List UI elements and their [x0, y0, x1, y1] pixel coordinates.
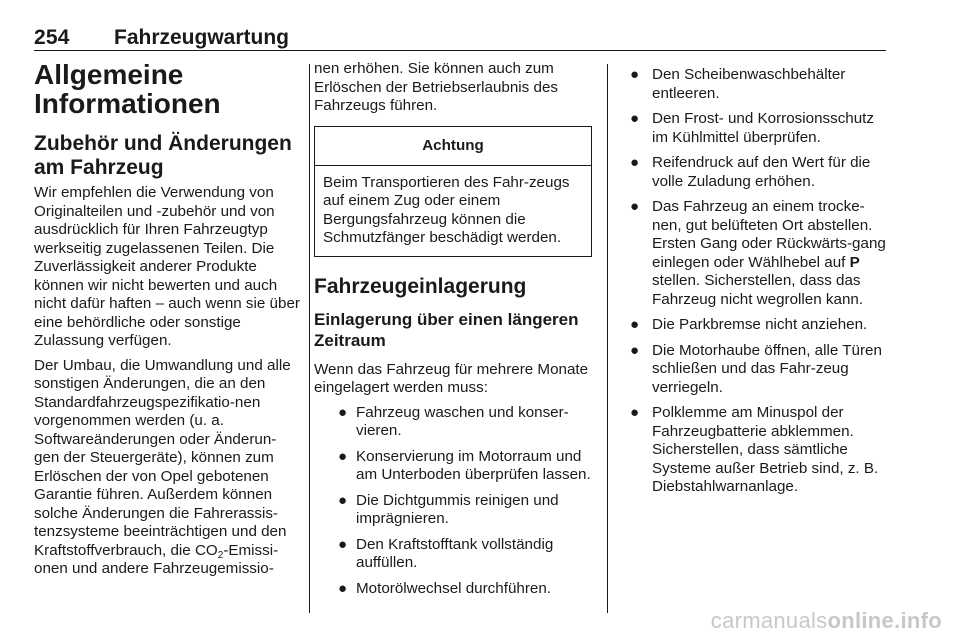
section-heading-storage: Fahrzeugeinlagerung: [314, 274, 527, 298]
subheading-long-storage: [314, 309, 592, 351]
list-item: [314, 536, 592, 573]
caution-text: Beim Transportieren des Fahr-zeugs auf einem Zug oder einem Bergungsfahrzeug können die Schmutzfänger beschädigt werden.: [323, 173, 570, 246]
caution-title: Achtung: [315, 127, 591, 166]
paragraph-modifications: [34, 357, 300, 579]
list-item: [620, 342, 888, 398]
page-header: [34, 26, 886, 52]
subheading-line-1: Zubehör und Änderungen: [34, 132, 292, 155]
subsection-line-2: Zeitraum: [314, 330, 386, 350]
text-run: Das Fahrzeug an einem trocke-nen, gut belüfteten Ort abstellen. Ersten Gang oder Rückwärts-gang einlegen oder Wählhebel auf: [652, 198, 886, 271]
caution-text-box: [315, 166, 591, 256]
column-divider-left: [309, 64, 310, 613]
list-item-text: Reifendruck auf den Wert für die volle Zuladung erhöhen.: [652, 154, 871, 190]
heading-line-1: Allgemeine: [34, 59, 184, 90]
list-item-text: Polklemme am Minuspol der Fahrzeugbatterie abklemmen. Sicherstellen, dass sämtliche Systeme außer Betrieb sind, z. B. Diebstahlwarnanlage.: [652, 404, 879, 495]
caution-box: [314, 126, 592, 257]
list-item-text: Konservierung im Motorraum und am Unterboden überprüfen lassen.: [356, 447, 591, 483]
bullet-icon: ●: [630, 341, 640, 359]
bullet-icon: ●: [338, 535, 348, 553]
bullet-icon: ●: [338, 403, 348, 421]
list-item: [620, 66, 888, 103]
section-heading-general: [34, 60, 300, 118]
list-item: [620, 404, 888, 497]
heading-line-2: Informationen: [34, 88, 221, 119]
list-item-text: Den Frost- und Korrosionsschutz im Kühlmittel überprüfen.: [652, 110, 874, 146]
storage-list-1: [314, 404, 592, 599]
subheading-accessories: [34, 132, 300, 180]
bullet-icon: ●: [630, 404, 640, 421]
list-item: [620, 110, 888, 147]
column-divider-right: [607, 64, 608, 613]
bullet-icon: ●: [630, 316, 640, 333]
list-item: [620, 154, 888, 191]
storage-intro: Wenn das Fahrzeug für mehrere Monate eingelagert werden muss:: [314, 360, 589, 396]
list-item: [314, 580, 592, 599]
page-number: 254: [34, 26, 70, 49]
column-2: [314, 60, 592, 598]
bullet-icon: ●: [338, 491, 348, 509]
list-item: [314, 448, 592, 485]
watermark-text-bold: online.info: [827, 608, 942, 633]
bullet-icon: ●: [630, 110, 640, 127]
list-item-text: Die Motorhaube öffnen, alle Türen schließen und das Fahr-zeug verriegeln.: [652, 341, 882, 396]
list-item-text: Die Parkbremse nicht anziehen.: [652, 316, 868, 333]
column-1: [34, 60, 300, 579]
subscript: 2: [217, 549, 224, 561]
bullet-icon: ●: [338, 579, 348, 597]
bullet-icon: ●: [630, 198, 640, 215]
subsection-line-1: Einlagerung über einen längeren: [314, 309, 579, 329]
list-item-text: Den Kraftstofftank vollständig auffüllen.: [356, 535, 554, 571]
paragraph-accessories: Wir empfehlen die Verwendung von Originalteilen und -zubehör und von ausdrücklich für Ihren Fahrzeugtyp werkseitig zugelassenen Teilen. Die Zuverlässigkeit anderer Produkte können wir nicht bewerten und auch nicht dafür haften – auch wenn sie über eine behördliche oder sonstige Zulassung verfügen.: [34, 184, 300, 349]
list-item: [314, 404, 592, 441]
list-item: [620, 316, 888, 335]
chapter-title: Fahrzeugwartung: [114, 26, 290, 49]
header-rule: [34, 50, 886, 51]
list-item: [620, 198, 888, 309]
list-item: [314, 492, 592, 529]
watermark: [711, 608, 942, 634]
paragraph-continued: nen erhöhen. Sie können auch zum Erlöschen der Betriebserlaubnis des Fahrzeugs führen.: [314, 60, 558, 114]
text-run: -Emissi-onen und andere Fahrzeugemissio-: [34, 541, 279, 577]
list-item-text: Die Dichtgummis reinigen und imprägnieren.: [356, 491, 559, 527]
text-run: stellen. Sicherstellen, dass das Fahrzeug nicht wegrollen kann.: [652, 272, 864, 308]
bullet-icon: ●: [338, 447, 348, 465]
storage-list-2: [620, 66, 888, 497]
bullet-icon: ●: [630, 154, 640, 171]
gear-position-p: P: [849, 253, 860, 271]
column-3: [620, 66, 888, 497]
bullet-icon: ●: [630, 66, 640, 83]
list-item-text: Den Scheibenwaschbehälter entleeren.: [652, 66, 846, 102]
list-item-text: Fahrzeug waschen und konser-vieren.: [356, 403, 569, 439]
watermark-text: carmanuals: [710, 608, 828, 633]
text-run: Der Umbau, die Umwandlung und alle sonstigen Änderungen, die an den Standardfahrzeugspezifikatio-nen vorgenommen werden (u. a. Softwareänderungen oder Änderun-gen der Steuergeräte), können zum Erlöschen der von Opel gebotenen Garantie führen. Außerdem können solche Änderungen die Fahrerassis-tenzsysteme beeinträchtigen und den Kraftstoffverbrauch, die CO: [34, 356, 291, 559]
list-item-text: Motorölwechsel durchführen.: [356, 579, 552, 597]
subheading-line-2: am Fahrzeug: [34, 156, 164, 179]
